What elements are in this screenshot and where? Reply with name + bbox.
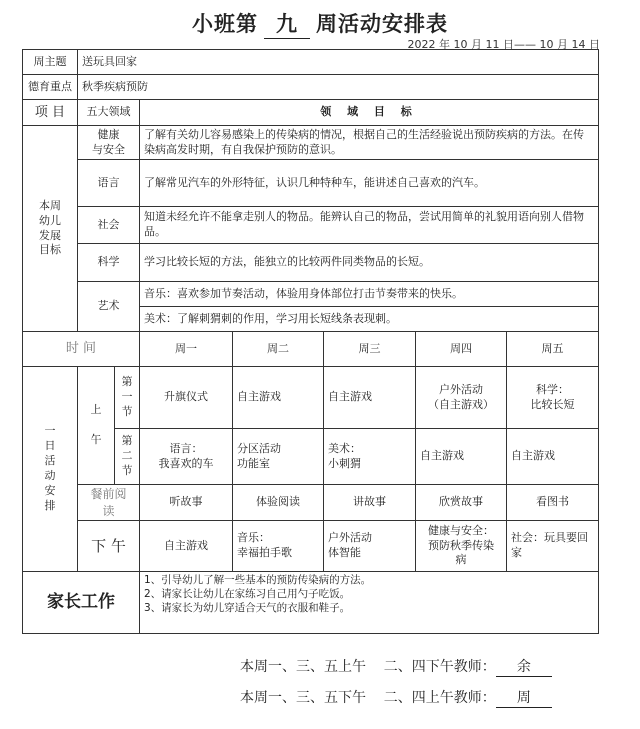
activity-cell: 自主游戏: [233, 367, 324, 429]
day-header: 周一: [140, 332, 233, 367]
time-label: 时 间: [23, 332, 140, 367]
activity-cell: 户外活动 （自主游戏）: [416, 367, 507, 429]
goals-title: 领 域 目 标: [140, 100, 599, 126]
goals-header-row: [23, 100, 599, 126]
goal-row: [23, 126, 599, 160]
title-suffix: 周活动安排表: [316, 12, 448, 36]
goal-row: [23, 244, 599, 282]
goal-area: 健康 与安全: [78, 126, 140, 160]
days-header-row: [23, 332, 599, 367]
activity-cell: 自主游戏: [507, 429, 599, 485]
parents-item: 2、请家长让幼儿在家练习自己用勺子吃饭。: [144, 588, 351, 601]
period-label: 第 一 节: [115, 367, 140, 429]
goal-row: [23, 207, 599, 244]
activity-cell: 健康与安全： 预防秋季传染 病: [416, 521, 507, 572]
day-header: 周二: [233, 332, 324, 367]
afternoon-row: [23, 521, 599, 572]
goal-text: 了解常见汽车的外形特征，认识几种特种车，能讲述自己喜欢的汽车。: [140, 160, 599, 207]
areas-header: 五大领域: [78, 100, 140, 126]
parents-list: [140, 572, 599, 634]
goal-text: 学习比较长短的方法，能独立的比较两件同类物品的长短。: [140, 244, 599, 282]
page-title: [0, 8, 640, 39]
week-number: 九: [264, 8, 310, 39]
goal-area: 科学: [78, 244, 140, 282]
art-music-text: 音乐：喜欢参加节奏活动，体验用身体部位打击节奏带来的快乐。: [140, 282, 599, 307]
goal-area: 语言: [78, 160, 140, 207]
parents-row: [23, 572, 599, 634]
theme-label: 周主题: [23, 50, 78, 75]
goal-area: 艺术: [78, 282, 140, 332]
day-header: 周四: [416, 332, 507, 367]
prelunch-row: [23, 485, 599, 521]
morning-label: 上 午: [78, 367, 115, 485]
date-range: 2022 年 10 月 11 日—— 10 月 14 日: [407, 38, 600, 51]
day-header: 周三: [324, 332, 416, 367]
goal-text: 知道未经允许不能拿走别人的物品。能辨认自己的物品，尝试用简单的礼貌用语向别人借物品。: [140, 207, 599, 244]
goal-text: 了解有关幼儿容易感染上的传染病的情况，根据自己的生活经验说出预防疾病的方法。在传染病高发时期，有自我保护预防的意识。: [140, 126, 599, 160]
teacher-name: 余: [496, 656, 552, 677]
item-header: 项 目: [23, 100, 78, 126]
teacher-name: 周: [496, 687, 552, 708]
goals-side-label: 本周 幼儿 发展 目标: [23, 126, 78, 332]
activity-cell: 讲故事: [324, 485, 416, 521]
activity-cell: 社会：玩具要回家: [507, 521, 599, 572]
activity-cell: 听故事: [140, 485, 233, 521]
afternoon-label: 下 午: [78, 521, 140, 572]
activity-cell: 升旗仪式: [140, 367, 233, 429]
day-header: 周五: [507, 332, 599, 367]
schedule-side-label: 一 日 活 动 安 排: [23, 367, 78, 572]
activity-cell: 看图书: [507, 485, 599, 521]
parents-item: 1、引导幼儿了解一些基本的预防传染病的方法。: [144, 574, 372, 586]
parents-label: 家长工作: [23, 572, 140, 634]
goal-row: [23, 160, 599, 207]
activity-cell: 美术： 小刺猬: [324, 429, 416, 485]
period-label: 第 二 节: [115, 429, 140, 485]
teacher-line-text: 本周一、三、五上午 二、四下午教师：: [240, 659, 496, 675]
activity-cell: 分区活动 功能室: [233, 429, 324, 485]
activity-cell: 户外活动 体智能: [324, 521, 416, 572]
parents-item: 3、请家长为幼儿穿适合天气的衣服和鞋子。: [144, 602, 351, 615]
prelunch-label: 餐前阅 读: [78, 485, 140, 521]
schedule-table: [22, 49, 599, 634]
teacher-line-1: [240, 656, 552, 677]
activity-cell: 体验阅读: [233, 485, 324, 521]
title-prefix: 小班第: [192, 12, 258, 36]
morning-period1-row: [23, 367, 599, 429]
activity-cell: 欣赏故事: [416, 485, 507, 521]
teacher-line-text: 本周一、三、五下午 二、四上午教师：: [240, 690, 496, 706]
theme-row: [23, 50, 599, 75]
moral-label: 德育重点: [23, 75, 78, 100]
activity-cell: 自主游戏: [140, 521, 233, 572]
moral-row: [23, 75, 599, 100]
activity-cell: 科学： 比较长短: [507, 367, 599, 429]
activity-cell: 自主游戏: [324, 367, 416, 429]
moral-value: 秋季疾病预防: [78, 75, 599, 100]
activity-cell: 语言： 我喜欢的车: [140, 429, 233, 485]
theme-value: 送玩具回家: [78, 50, 599, 75]
art-fine-art-text: 美术：了解刺猬刺的作用，学习用长短线条表现刺。: [140, 307, 599, 332]
activity-cell: 自主游戏: [416, 429, 507, 485]
teacher-line-2: [240, 687, 552, 708]
goal-area: 社会: [78, 207, 140, 244]
goal-row: [23, 282, 599, 307]
activity-cell: 音乐： 幸福拍手歌: [233, 521, 324, 572]
